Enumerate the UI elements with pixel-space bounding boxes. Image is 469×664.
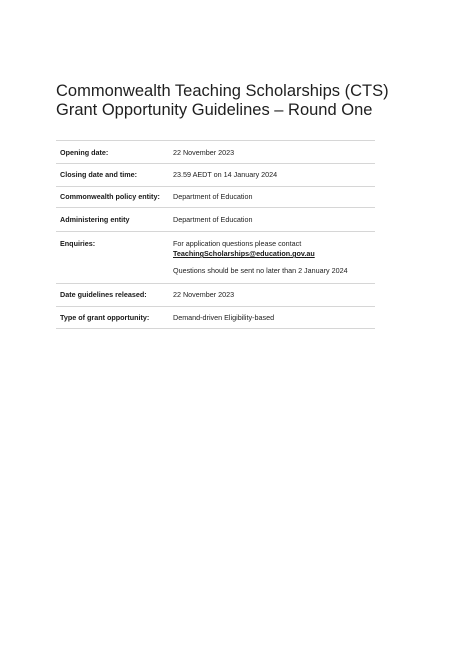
row-label: Type of grant opportunity: [60,313,150,322]
enquiries-intro: For application questions please contact [173,239,302,248]
row-value: Demand-driven Eligibility-based [173,313,275,322]
row-value: 22 November 2023 [173,290,235,299]
title-line-1: Commonwealth Teaching Scholarships (CTS) [56,82,389,100]
row-label: Enquiries: [60,239,96,248]
enquiries-deadline-note: Questions should be sent no later than 2 January 2024 [173,266,348,275]
details-row-administering-entity [56,208,375,232]
row-label: Opening date: [60,148,109,157]
enquiries-email-link[interactable]: TeachingScholarships@education.gov.au [173,249,315,258]
row-value: Department of Education [173,192,253,201]
details-row-guidelines-released [56,284,375,307]
title-line-2: Grant Opportunity Guidelines – Round One [56,101,373,119]
details-row-grant-type [56,307,375,329]
row-label: Administering entity [60,215,130,224]
row-value: 22 November 2023 [173,148,235,157]
details-row-enquiries [56,232,375,284]
row-label: Closing date and time: [60,170,138,179]
row-value: 23.59 AEDT on 14 January 2024 [173,170,278,179]
row-value: Department of Education [173,215,253,224]
details-row-policy-entity [56,187,375,208]
row-label: Date guidelines released: [60,290,147,299]
details-row-opening-date [56,141,375,164]
document-title [56,82,416,120]
row-label: Commonwealth policy entity: [60,192,160,201]
details-row-closing-date [56,164,375,187]
row-value [169,239,375,276]
details-table [56,140,375,329]
